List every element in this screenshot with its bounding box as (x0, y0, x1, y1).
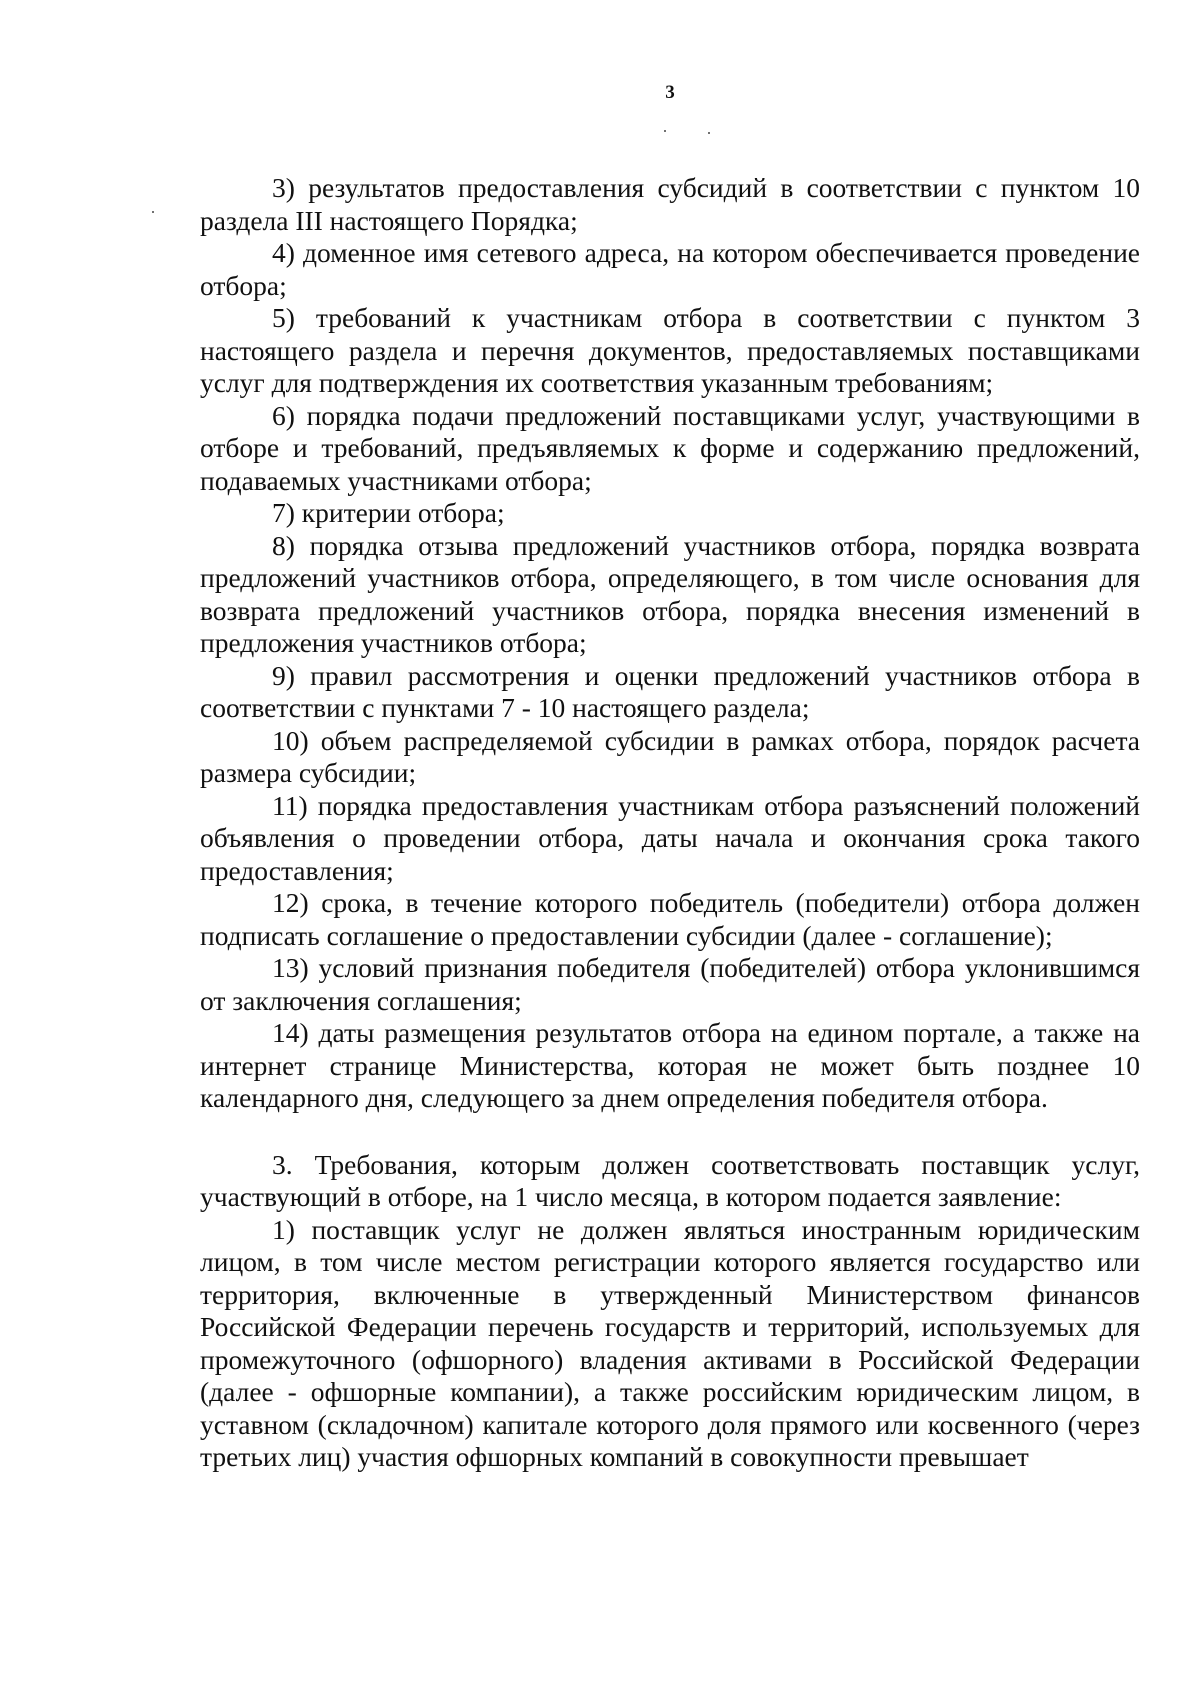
list-item-10: 10) объем распределяемой субсидии в рамках отбора, порядок расчета размера субсидии; (200, 724, 1140, 788)
requirement-item-1: 1) поставщик услуг не должен являться иностранным юридическим лицом, в том числе местом регистрации которого является государство или территория, включенные в утвержденный Министерством финансов Российской Федерации перечень государств и территорий, используемых для промежуточного (офшорного) владения активами в Российской Федерации (далее - офшорные компании), а также российским юридическим лицом, в уставном (складочном) капитале которого доля прямого или косвенного (через третьих лиц) участия офшорных компаний в совокупности превышает (200, 1213, 1140, 1472)
list-item-6: 6) порядка подачи предложений поставщиками услуг, участвующими в отборе и требований, предъявляемых к форме и содержанию предложений, подаваемых участниками отбора; (200, 399, 1140, 496)
list-item-13: 13) условий признания победителя (победителей) отбора уклонившимся от заключения соглашения; (200, 952, 1140, 1016)
list-item-9: 9) правил рассмотрения и оценки предложений участников отбора в соответствии с пунктами 7 - 10 настоящего раздела; (200, 659, 1140, 723)
list-item-7: 7) критерии отбора; (272, 497, 505, 528)
page-number: 3 (665, 82, 675, 103)
list-item-3: 3) результатов предоставления субсидий в соответствии с пунктом 10 раздела III настоящего Порядка; (200, 172, 1140, 236)
document-body (200, 172, 1140, 1474)
list-item-14: 14) даты размещения результатов отбора на едином портале, а также на интернет странице Министерства, которая не может быть позднее 10 календарного дня, следующего за днем определения победителя отбора. (200, 1017, 1140, 1113)
scan-speck (708, 132, 710, 134)
section-3-heading-paragraph: 3. Требования, которым должен соответствовать поставщик услуг, участвующий в отборе, на 1 число месяца, в котором подается заявление: (200, 1148, 1140, 1212)
list-item-11: 11) порядка предоставления участникам отбора разъяснений положений объявления о проведении отбора, даты начала и окончания срока такого предоставления; (200, 789, 1140, 886)
scan-speck (152, 211, 154, 213)
scan-speck (664, 130, 666, 132)
list-item-4: 4) доменное имя сетевого адреса, на котором обеспечивается проведение отбора; (200, 237, 1140, 301)
list-item-5: 5) требований к участникам отбора в соответствии с пунктом 3 настоящего раздела и перечня документов, предоставляемых поставщиками услуг для подтверждения их соответствия указанным требованиям; (200, 302, 1140, 398)
list-item-8: 8) порядка отзыва предложений участников отбора, порядка возврата предложений участников отбора, определяющего, в том числе основания для возврата предложений участников отбора, порядка внесения изменений в предложения участников отбора; (200, 529, 1140, 658)
list-item-12: 12) срока, в течение которого победитель (победители) отбора должен подписать соглашение о предоставлении субсидии (далее - соглашение); (200, 887, 1140, 951)
